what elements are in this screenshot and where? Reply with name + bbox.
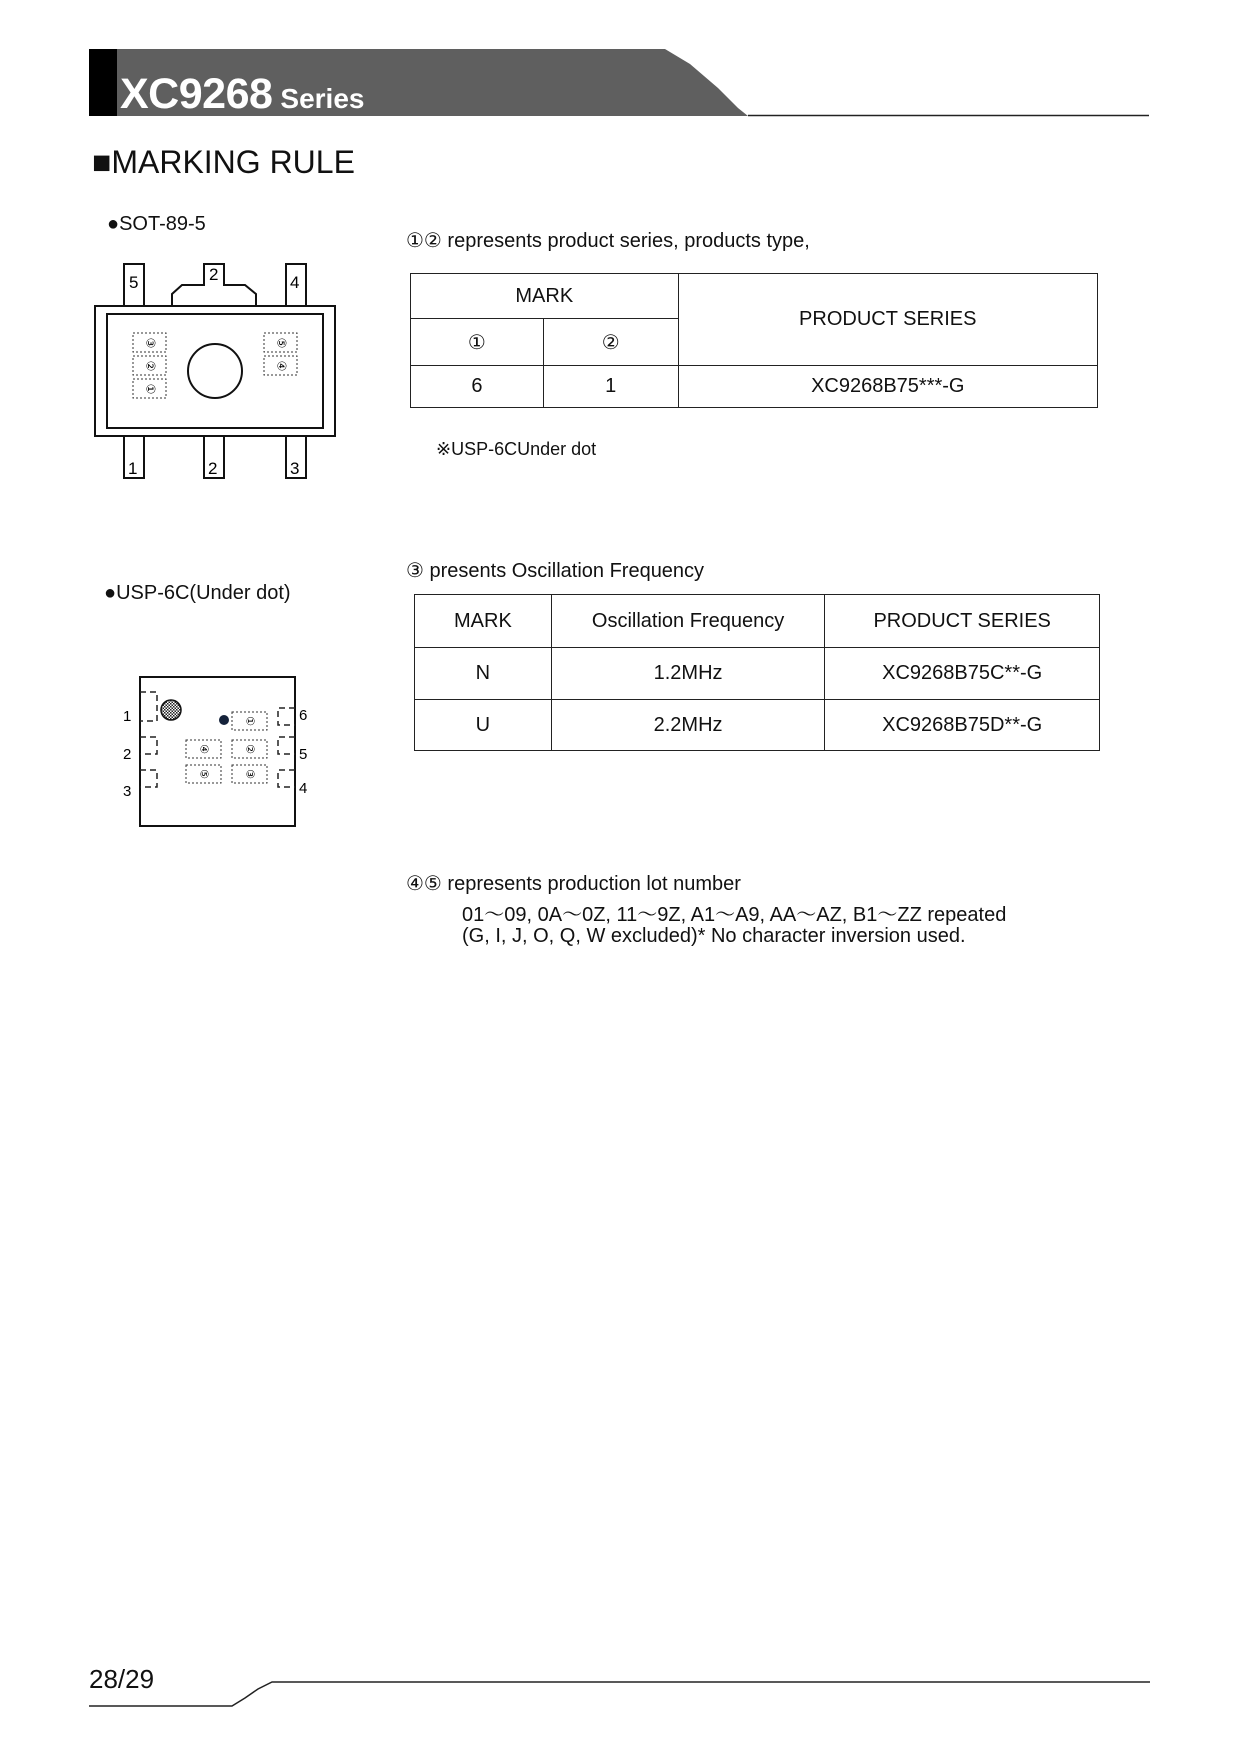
sot-89-5-diagram — [88, 258, 348, 488]
sot-mark-5: ⑤ — [274, 337, 289, 349]
table-row — [411, 366, 1098, 408]
usp-mark-3: ③ — [243, 769, 256, 779]
sot-top-pin-label: 2 — [209, 265, 219, 284]
rule12-mark-header: MARK — [411, 274, 679, 319]
sot-mark-2: ② — [143, 360, 158, 372]
rule45-line2: (G, I, J, O, Q, W excluded)* No character inversion used. — [462, 925, 966, 947]
rule3-cell-mark: N — [415, 648, 552, 700]
sot-mark-3: ③ — [143, 337, 158, 349]
rule45-line1: 01～09, 0A～0Z, 11～9Z, A1～A9, AA～AZ, B1～ZZ repeated — [462, 904, 1007, 926]
table-row — [415, 648, 1100, 700]
series-title-main: XC9268 — [120, 70, 273, 118]
rule3-cell-mark: U — [415, 700, 552, 751]
usp-mark-2: ② — [243, 744, 256, 754]
table-row — [415, 700, 1100, 751]
usp-right-pin-label: 4 — [299, 780, 308, 797]
rule12-col1-header: ① — [411, 319, 544, 366]
rule12-cell-m2: 1 — [543, 366, 678, 408]
sot-package-label: ●SOT-89-5 — [107, 213, 206, 235]
rule12-cell-series: XC9268B75***-G — [678, 366, 1097, 408]
sot-bottom-pin-label: 2 — [208, 459, 218, 478]
usp-left-pin-label: 1 — [123, 708, 132, 725]
section-title: ■MARKING RULE — [92, 144, 355, 180]
rule3-cell-freq: 2.2MHz — [551, 700, 825, 751]
page-number: 28/29 — [89, 1664, 155, 1694]
usp-package-label: ●USP-6C(Under dot) — [104, 582, 291, 604]
sot-top-pin-label: 4 — [290, 273, 300, 292]
rule12-caption: ①② represents product series, products type, — [406, 230, 810, 252]
rule3-cell-series: XC9268B75D**-G — [825, 700, 1100, 751]
usp-mark-1: ① — [243, 716, 256, 726]
footer-rule — [0, 1670, 1240, 1710]
rule3-header-series: PRODUCT SERIES — [825, 595, 1100, 648]
series-title-sub: Series — [280, 83, 365, 114]
series-title — [120, 70, 364, 119]
rule12-col2-header: ② — [543, 319, 678, 366]
usp-left-pin-label: 3 — [123, 783, 132, 800]
usp-mark-4: ④ — [197, 744, 210, 754]
rule3-header-mark: MARK — [415, 595, 552, 648]
rule3-header-freq: Oscillation Frequency — [551, 595, 825, 648]
rule12-table — [410, 273, 1098, 408]
sot-top-pin-label: 5 — [129, 273, 139, 292]
rule12-note: ※USP-6CUnder dot — [436, 439, 597, 459]
usp-6c-diagram — [110, 670, 325, 840]
rule3-cell-series: XC9268B75C**-G — [825, 648, 1100, 700]
sot-mark-4: ④ — [274, 360, 289, 372]
usp-right-pin-label: 6 — [299, 707, 308, 724]
rule3-table — [414, 594, 1100, 751]
rule3-caption: ③ presents Oscillation Frequency — [406, 560, 705, 582]
rule45-caption: ④⑤ represents production lot number — [406, 873, 741, 895]
usp-mark-5: ⑤ — [197, 769, 210, 779]
usp-left-pin-label: 2 — [123, 746, 132, 763]
sot-bottom-pin-label: 1 — [128, 459, 138, 478]
sot-mark-1: ① — [143, 383, 158, 395]
sot-bottom-pin-label: 3 — [290, 459, 300, 478]
rule12-series-header: PRODUCT SERIES — [678, 274, 1097, 366]
rule3-cell-freq: 1.2MHz — [551, 648, 825, 700]
rule12-cell-m1: 6 — [411, 366, 544, 408]
usp-right-pin-label: 5 — [299, 746, 308, 763]
